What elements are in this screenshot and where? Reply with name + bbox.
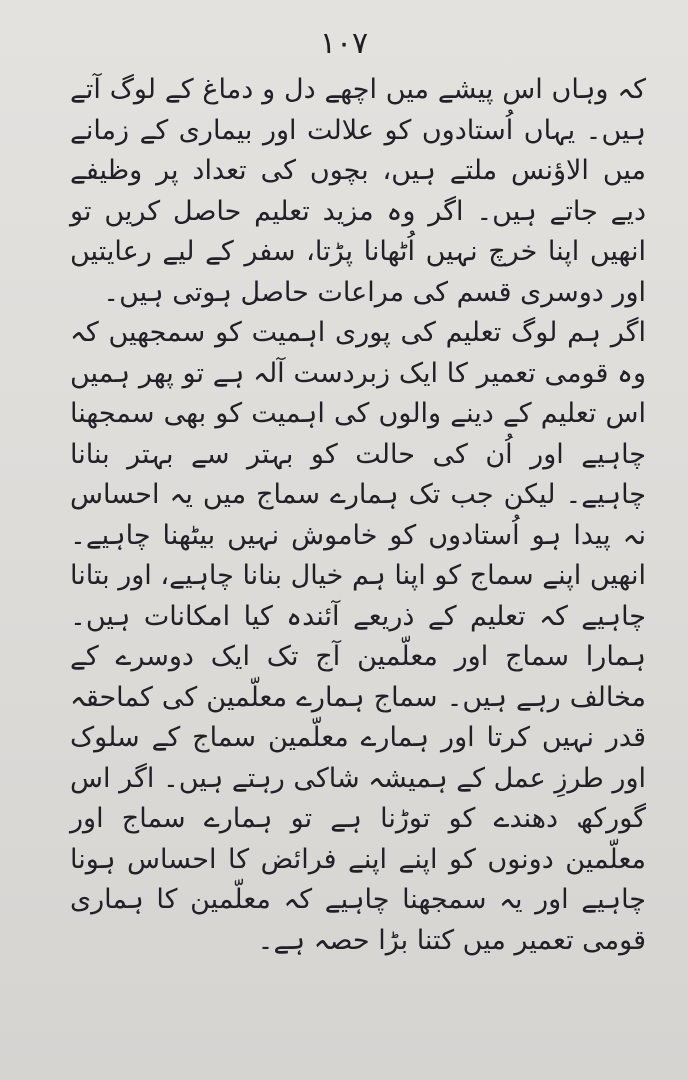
body-text [70,70,646,961]
paragraph: اگر ہم لوگ تعلیم کی پوری اہمیت کو سمجھیں کہ وہ قومی تعمیر کا ایک زبردست آلہ ہے تو پھر ہمیں اس تعلیم کے دینے والوں کی اہمیت کو بھی سمجھنا چاہیے اور اُن کی حالت کو بہتر سے بہتر بنانا چاہیے۔ لیکن جب تک ہمارے سماج میں یہ احساس نہ پیدا ہو اُستادوں کو خاموش نہیں بیٹھنا چاہیے۔ انھیں اپنے سماج کو اپنا ہم خیال بنانا چاہیے، اور بتانا چاہیے کہ تعلیم کے ذریعے آئندہ کیا امکانات ہیں۔ ہمارا سماج اور معلّمین آج تک ایک دوسرے کے مخالف رہے ہیں۔ سماج ہمارے معلّمین کی کماحقہ قدر نہیں کرتا اور ہمارے معلّمین سماج کے سلوک اور طرزِ عمل کے ہمیشہ شاکی رہتے ہیں۔ اگر اس گورکھ دھندے کو توڑنا ہے تو ہمارے سماج اور معلّمین دونوں کو اپنے اپنے فرائض کا احساس ہونا چاہیے اور یہ سمجھنا چاہیے کہ معلّمین کا ہماری قومی تعمیر میں کتنا بڑا حصہ ہے۔ [70,317,646,956]
paragraph: کہ وہاں اس پیشے میں اچھے دل و دماغ کے لوگ آتے ہیں۔ یہاں اُستادوں کو علالت اور بیماری کے زمانے میں الاؤنس ملتے ہیں، بچوں کی تعداد پر وظیفے دیے جاتے ہیں۔ اگر وہ مزید تعلیم حاصل کریں تو انھیں اپنا خرچ نہیں اُٹھانا پڑتا، سفر کے لیے رعایتیں اور دوسری قسم کی مراعات حاصل ہوتی ہیں۔ [70,74,646,308]
page-number: ۱۰۷ [319,26,369,61]
